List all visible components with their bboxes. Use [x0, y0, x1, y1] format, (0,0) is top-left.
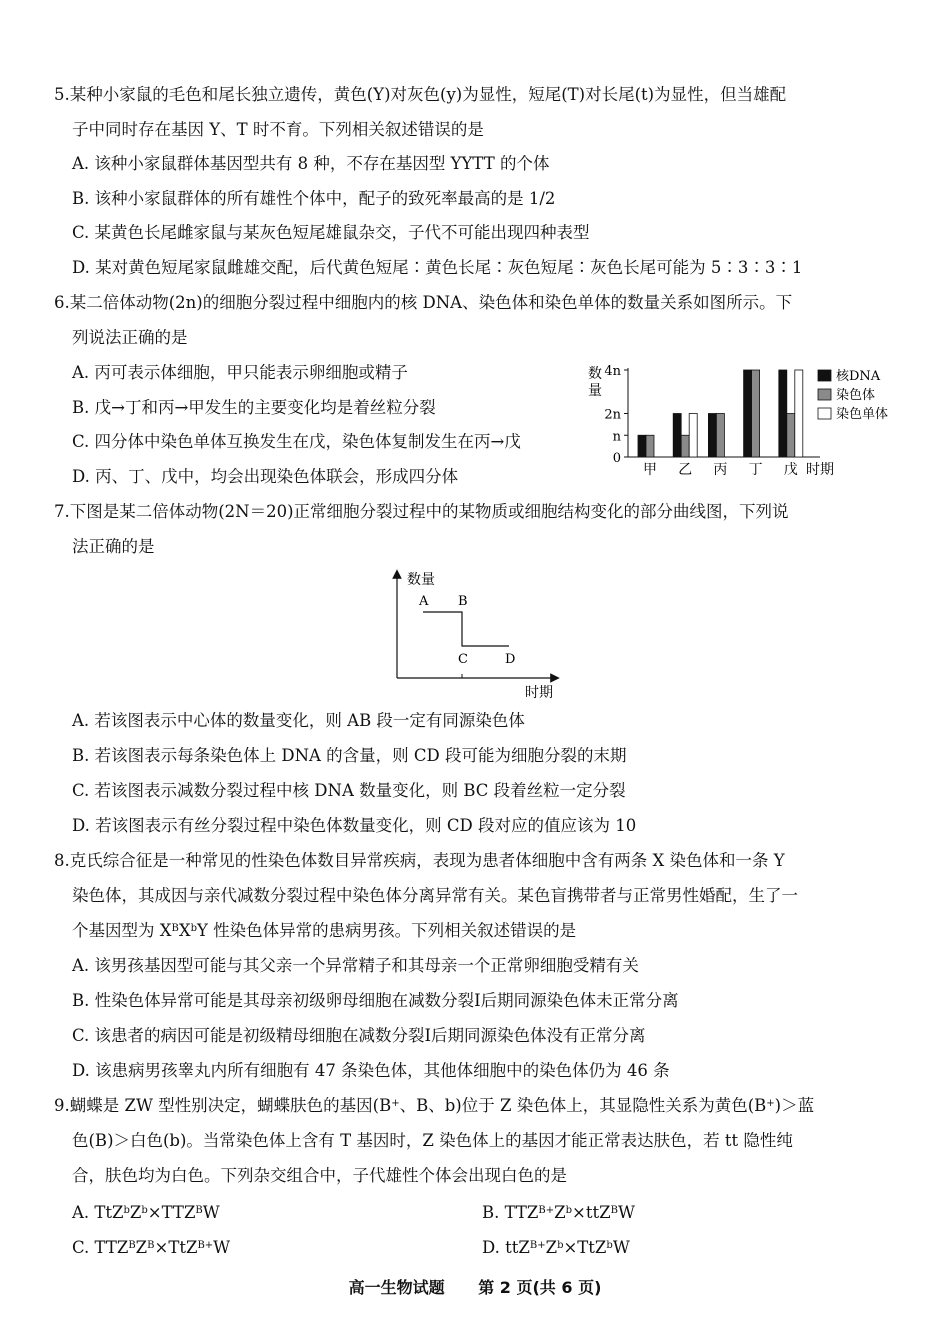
bar-甲-核DNA: [638, 435, 646, 457]
bar-chart-y-tick-label: 2n: [604, 407, 621, 423]
bar-戊-染色单体: [795, 370, 803, 457]
q9-d-part: W: [612, 1238, 630, 1257]
bar-chart-category-label: 乙: [678, 462, 693, 478]
bar-丙-染色体: [716, 414, 724, 458]
q7-step-chart: [385, 566, 570, 701]
q7-option-a: A. 若该图表示中心体的数量变化，则 AB 段一定有同源染色体: [72, 711, 525, 730]
q6-stem-line2: 列说法正确的是: [72, 328, 188, 347]
q9-b-sup: B: [610, 1205, 618, 1216]
q6-stem-line1: 6.某二倍体动物(2n)的细胞分裂过程中细胞内的核 DNA、染色体和染色单体的数量关系如图所示。下: [54, 293, 793, 312]
q9-a-part: Z: [129, 1203, 142, 1222]
bar-乙-染色单体: [689, 414, 697, 458]
q7-option-d: D. 若该图表示有丝分裂过程中染色体数量变化，则 CD 段对应的值应该为 10: [72, 816, 637, 835]
q8-stem3-part: Y 性染色体异常的患病男孩。下列相关叙述错误的是: [197, 921, 577, 940]
bar-chart-y-tick-label: 0: [612, 451, 621, 466]
q9-c-sup: B: [128, 1240, 136, 1251]
q8-stem3-sup: b: [190, 923, 198, 934]
legend-label: 染色体: [836, 388, 876, 403]
q8-option-d: D. 该患病男孩睾丸内所有细胞有 47 条染色体，其他体细胞中的染色体仍为 46 条: [72, 1061, 670, 1080]
q9-c-sup: B: [147, 1240, 155, 1251]
q9-d-sup: b: [557, 1240, 564, 1251]
q9-c-part: C. TTZ: [72, 1238, 129, 1257]
q9-stem-line2: 色(B)＞白色(b)。当常染色体上含有 T 基因时，Z 染色体上的基因才能正常表达肤色，若 tt 隐性纯: [72, 1131, 793, 1150]
q5-option-a: A. 该种小家鼠群体基因型共有 8 种，不存在基因型 YYTT 的个体: [72, 154, 550, 173]
q7-option-c: C. 若该图表示减数分裂过程中核 DNA 数量变化，则 BC 段着丝粒一定分裂: [72, 781, 626, 800]
q9-stem1-sup: +: [391, 1098, 400, 1109]
q9-d-part: ×TtZ: [563, 1238, 607, 1257]
bar-乙-染色体: [681, 435, 689, 457]
q9-stem-line3: 合，肤色均为白色。下列杂交组合中，子代雄性个体会出现白色的是: [72, 1166, 567, 1185]
bar-chart-category-label: 戊: [783, 462, 798, 478]
q9-option-d: [482, 1237, 630, 1259]
q9-c-part: W: [213, 1238, 231, 1257]
q9-b-sup: B+: [538, 1205, 555, 1216]
bar-丁-染色体: [752, 370, 760, 457]
legend-swatch: [818, 408, 831, 419]
q9-stem1-part: )＞蓝: [774, 1096, 815, 1115]
step-chart-point-A: A: [419, 594, 429, 609]
bar-chart-y-label-char2: 量: [588, 383, 602, 399]
q9-b-part: B. TTZ: [482, 1203, 539, 1222]
bar-chart-y-tick-label: 4n: [604, 364, 621, 379]
q9-stem1-part: 9.蝴蝶是 ZW 型性别决定，蝴蝶肤色的基因(B: [54, 1096, 392, 1115]
q9-b-sup: b: [565, 1205, 573, 1216]
q9-a-sup: B: [195, 1205, 203, 1216]
q9-d-sup: B+: [529, 1240, 546, 1251]
q8-option-b: B. 性染色体异常可能是其母亲初级卵母细胞在减数分裂Ⅰ后期同源染色体未正常分离: [72, 991, 679, 1010]
q9-option-c: [72, 1237, 230, 1259]
q9-b-part: Z: [554, 1203, 566, 1222]
legend-label: 染色单体: [836, 407, 889, 422]
bar-丙-核DNA: [708, 414, 716, 458]
q9-b-part: ×ttZ: [572, 1203, 611, 1222]
q9-option-a: [72, 1202, 220, 1224]
q8-stem3-part: 个基因型为 X: [72, 921, 172, 940]
q9-a-sup: b: [141, 1205, 148, 1216]
bar-chart-category-label: 甲: [643, 462, 657, 478]
q9-a-sup: b: [123, 1205, 130, 1216]
q9-stem-line1: [54, 1095, 814, 1117]
bar-丁-核DNA: [744, 370, 752, 457]
bar-chart-y-tick-label: n: [612, 429, 621, 445]
bar-甲-染色体: [646, 435, 654, 457]
q7-stem-line2: 法正确的是: [72, 537, 155, 556]
q9-c-sup: B+: [197, 1240, 214, 1251]
step-chart-point-D: D: [505, 652, 516, 667]
q9-b-part: W: [617, 1203, 635, 1222]
q9-stem1-part: 、B、b)位于 Z 染色体上，其显隐性关系为黄色(B: [399, 1096, 767, 1115]
q8-stem3-part: X: [178, 921, 191, 940]
q5-option-c: C. 某黄色长尾雌家鼠与某灰色短尾雄鼠杂交，子代不可能出现四种表型: [72, 223, 590, 242]
q9-option-b: [482, 1202, 635, 1224]
q9-d-part: Z: [545, 1238, 558, 1257]
legend-label: 核DNA: [836, 369, 881, 384]
page-footer: [0, 1277, 950, 1299]
q9-a-part: A. TtZ: [72, 1203, 124, 1222]
bar-戊-核DNA: [779, 370, 787, 457]
legend-swatch: [818, 370, 831, 381]
q8-stem-line1: 8.克氏综合征是一种常见的性染色体数目异常疾病，表现为患者体细胞中含有两条 X 染色体和一条 Y: [54, 851, 785, 870]
step-chart-point-B: B: [458, 594, 468, 609]
q9-c-part: ×TtZ: [154, 1238, 198, 1257]
bar-chart-category-label: 丙: [713, 462, 728, 478]
step-chart-x-label: 时期: [525, 685, 553, 701]
footer-subject: 高一生物试题: [348, 1278, 445, 1297]
q7-stem-line1: 7.下图是某二倍体动物(2N＝20)正常细胞分裂过程中的某物质或细胞结构变化的部分曲线图，下列说: [54, 502, 789, 521]
step-chart-point-C: C: [458, 652, 468, 667]
step-chart-line: [423, 612, 509, 646]
legend-swatch: [818, 389, 831, 400]
q8-option-a: A. 该男孩基因型可能与其父亲一个异常精子和其母亲一个正常卵细胞受精有关: [72, 956, 639, 975]
q9-c-part: Z: [135, 1238, 148, 1257]
bar-chart-x-label: 时期: [806, 462, 834, 478]
q8-option-c: C. 该患者的病因可能是初级精母细胞在减数分裂Ⅰ后期同源染色体没有正常分离: [72, 1026, 646, 1045]
q8-stem-line3: [72, 920, 576, 942]
q8-stem3-sup: B: [171, 923, 179, 934]
q5-option-d: D. 某对黄色短尾家鼠雌雄交配，后代黄色短尾∶黄色长尾∶灰色短尾∶灰色长尾可能为 5∶3∶3∶1: [72, 258, 803, 277]
bar-chart-y-label-char1: 数: [588, 366, 602, 382]
q6-bar-chart: [580, 360, 910, 485]
q9-stem1-sup: +: [766, 1098, 775, 1109]
bar-chart-category-label: 丁: [748, 462, 763, 478]
q7-option-b: B. 若该图表示每条染色体上 DNA 的含量，则 CD 段可能为细胞分裂的末期: [72, 746, 627, 765]
q5-option-b: B. 该种小家鼠群体的所有雄性个体中，配子的致死率最高的是 1/2: [72, 189, 556, 208]
bar-乙-核DNA: [673, 414, 681, 458]
q8-stem-line2: 染色体，其成因与亲代减数分裂过程中染色体分离异常有关。某色盲携带者与正常男性婚配，生了一: [72, 886, 798, 905]
step-chart-y-label: 数量: [407, 572, 435, 588]
q6-option-a: A. 丙可表示体细胞，甲只能表示卵细胞或精子: [72, 363, 408, 382]
q6-option-d: D. 丙、丁、戊中，均会出现染色体联会，形成四分体: [72, 467, 459, 486]
q5-stem-line1: 5.某种小家鼠的毛色和尾长独立遗传，黄色(Y)对灰色(y)为显性，短尾(T)对长尾(t)为显性，但当雄配: [54, 85, 787, 104]
q6-option-b: B. 戊→丁和丙→甲发生的主要变化均是着丝粒分裂: [72, 398, 436, 417]
q9-a-part: ×TTZ: [147, 1203, 196, 1222]
q9-d-part: D. ttZ: [482, 1238, 530, 1257]
q6-option-c: C. 四分体中染色单体互换发生在戊，染色体复制发生在丙→戊: [72, 432, 521, 451]
q9-d-sup: b: [606, 1240, 613, 1251]
bar-戊-染色体: [787, 414, 795, 458]
q5-stem-line2: 子中同时存在基因 Y、T 时不育。下列相关叙述错误的是: [72, 120, 484, 139]
q9-a-part: W: [202, 1203, 220, 1222]
footer-page-number: 第 2 页(共 6 页): [478, 1278, 602, 1297]
